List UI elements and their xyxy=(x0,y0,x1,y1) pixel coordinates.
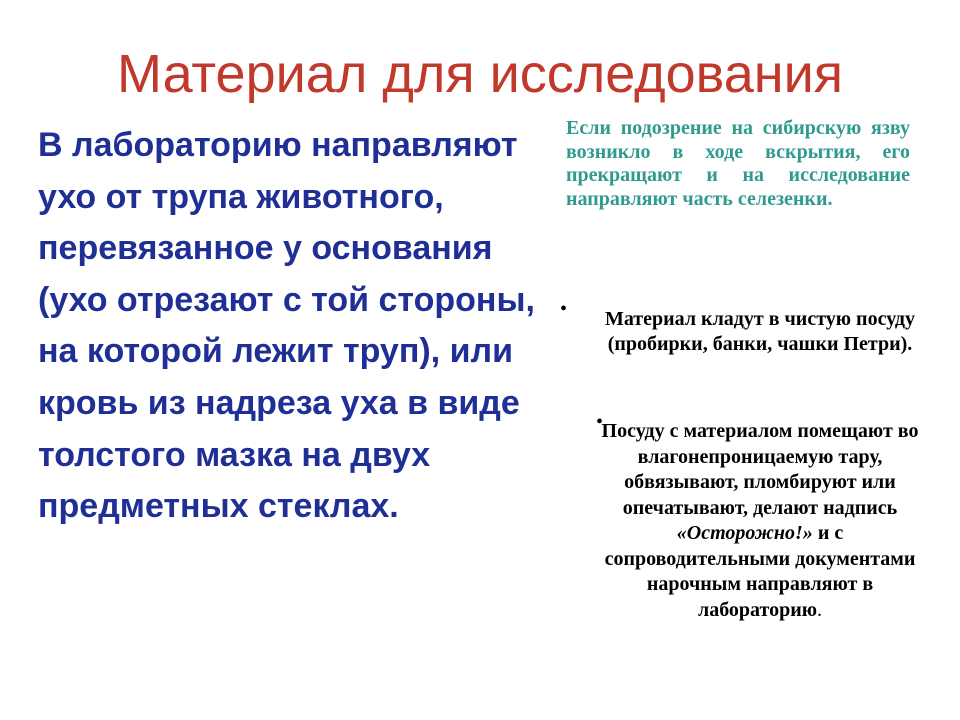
bullet-item-2 xyxy=(590,419,930,623)
bullet-dot-icon: • xyxy=(596,411,604,433)
left-paragraph: В лабораторию направляют ухо от трупа животного, перевязанное у основания (ухо отрезают с той стороны, на которой лежит труп), или кровь из надреза уха в виде толстого мазка на двух предметных стеклах. xyxy=(38,126,535,526)
bullet-dot-icon: • xyxy=(560,298,568,320)
bullet-item-2-text: Посуду с материалом помещают во влагонепроницаемую тару, обвязывают, пломбируют или опечатывают, делают надпись xyxy=(601,420,919,519)
green-note: Если подозрение на сибирскую язву возникло в ходе вскрытия, его прекращают и на исследование направляют часть селезенки. xyxy=(566,117,910,210)
bullet-item-2-period: . xyxy=(817,598,823,621)
caution-label: «Осторожно!» xyxy=(676,522,813,544)
bullet-item-2-text-end: и с сопроводительными документами нарочным направляют в лабораторию xyxy=(604,522,916,621)
bullet-item-1: Материал кладут в чистую посуду (пробирки, банки, чашки Петри). xyxy=(604,308,916,355)
slide-title: Материал для исследования xyxy=(117,44,843,104)
